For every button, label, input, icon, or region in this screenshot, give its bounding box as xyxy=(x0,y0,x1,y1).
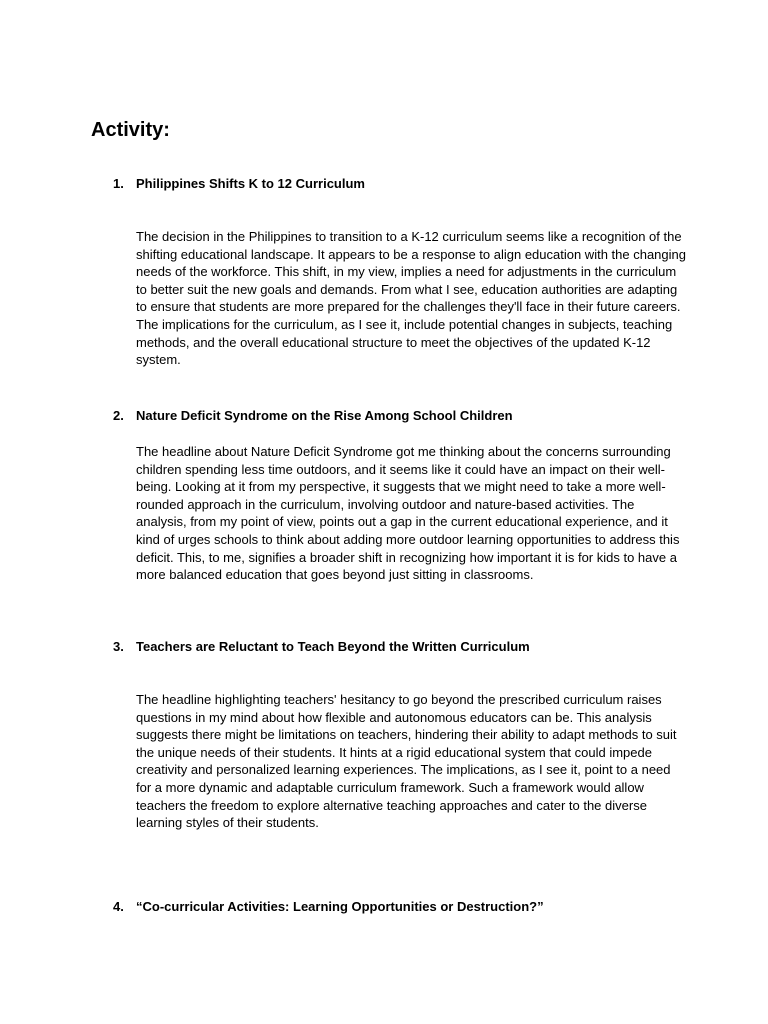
item-3-paragraph: The headline highlighting teachers' hesitancy to go beyond the prescribed curriculum raises questions in my mind about how flexible and autonomous educators can be. This analysis suggests there might be limitations on teachers, hindering their ability to adapt methods to suit the unique needs of their students. It hints at a rigid educational system that could impede creativity and personalized learning experiences. The implications, as I see it, point to a need for a more dynamic and adaptable curriculum framework. Such a framework would allow teachers the freedom to explore alternative teaching approaches and cater to the diverse learning styles of their students. xyxy=(136,692,677,831)
item-4-heading xyxy=(113,899,544,914)
item-3-heading xyxy=(113,639,530,654)
item-1-heading xyxy=(113,176,365,191)
item-4-heading-text: “Co-curricular Activities: Learning Opportunities or Destruction?” xyxy=(136,899,544,914)
item-4-number: 4. xyxy=(113,899,124,914)
item-2-paragraph: The headline about Nature Deficit Syndrome got me thinking about the concerns surrounding children spending less time outdoors, and it seems like it could have an impact on their well-being. Looking at it from my perspective, it suggests that we might need to take a more well-rounded approach in the curriculum, involving outdoor and nature-based activities. The analysis, from my point of view, points out a gap in the current educational experience, and it kind of urges schools to think about adding more outdoor learning opportunities to address this deficit. This, to me, signifies a broader shift in recognizing how important it is for kids to have a more balanced education that goes beyond just sitting in classrooms. xyxy=(136,444,680,583)
item-3-heading-text: Teachers are Reluctant to Teach Beyond the Written Curriculum xyxy=(136,639,530,654)
item-1-heading-text: Philippines Shifts K to 12 Curriculum xyxy=(136,176,365,191)
item-2-heading xyxy=(113,408,513,423)
item-3-number: 3. xyxy=(113,639,124,654)
page-title: Activity: xyxy=(91,119,170,141)
item-1-paragraph: The decision in the Philippines to transition to a K-12 curriculum seems like a recognition of the shifting educational landscape. It appears to be a response to align education with the changing needs of the workforce. This shift, in my view, implies a need for adjustments in the curriculum to better suit the new goals and demands. From what I see, education authorities are adapting to ensure that students are more prepared for the challenges they'll face in their future careers. The implications for the curriculum, as I see it, include potential changes in subjects, teaching methods, and the overall educational structure to meet the objectives of the updated K-12 system. xyxy=(136,229,686,368)
item-2-number: 2. xyxy=(113,408,124,423)
item-2-heading-text: Nature Deficit Syndrome on the Rise Among School Children xyxy=(136,408,513,423)
item-1-number: 1. xyxy=(113,176,124,191)
